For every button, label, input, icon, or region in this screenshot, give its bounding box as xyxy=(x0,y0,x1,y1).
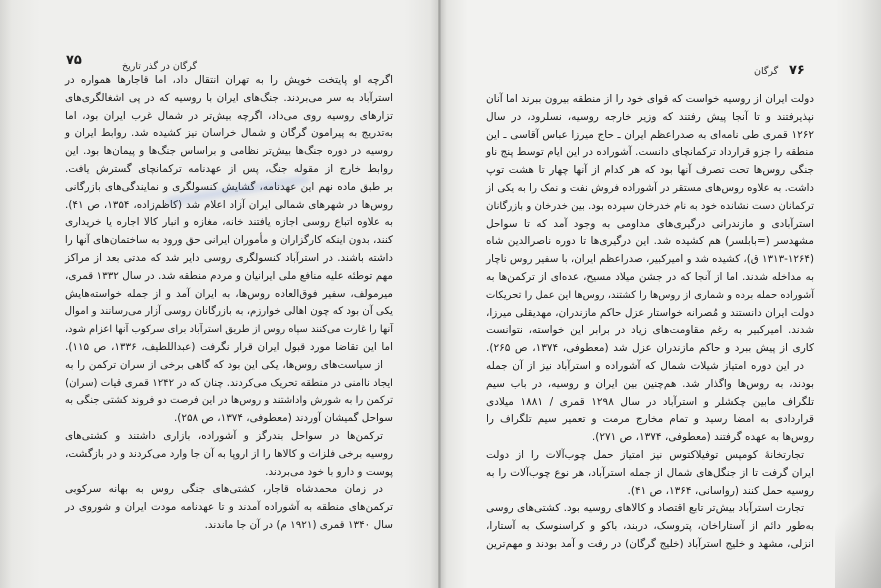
text-line xyxy=(486,305,814,323)
text-line xyxy=(486,483,814,501)
paragraph xyxy=(65,481,393,534)
text-line-content: اما این تقاضا مورد قبول ایران قرار نگرفت (عبداللطیف، ۱۳۳۶، ص ۱۱۵). xyxy=(65,340,393,353)
text-line-content: منطقه را جزو قرارداد ترکمانچای دانست. آشوراده در این ایام توسط پنج ناو xyxy=(486,146,814,159)
text-line xyxy=(486,518,814,536)
text-line xyxy=(486,322,814,340)
text-line xyxy=(65,428,393,446)
page-right xyxy=(440,0,881,588)
paragraph xyxy=(65,72,393,357)
text-line-content: آنها را غارت می‌کنند سپاه روس از طریق استرآباد برای سرکوب آنها اعزام شود، xyxy=(64,324,393,336)
text-line xyxy=(65,339,393,357)
text-line xyxy=(486,216,814,234)
text-line-content: روسیه حمل کنند (رواسانی، ۱۳۶۴، ص ۴۱). xyxy=(627,484,814,497)
running-title: گرگان در گذر تاریخ xyxy=(122,61,198,72)
page-left xyxy=(0,0,440,588)
text-line xyxy=(65,90,393,108)
text-line-content: ترکمن را به شورش واداشتند و روس‌ها در این فرصت دو فروند کشتی جنگی به xyxy=(64,395,393,407)
book-gutter xyxy=(438,0,441,588)
text-line-content: در این دوره امتیاز شیلات شمال که آشوراده و استرآباد نیز از آن جمله xyxy=(486,359,804,372)
text-line-content: به‌طور دائم از آستاراخان، پتروسک، دربند، باکو و کراسنوسک به آستارا، xyxy=(486,520,814,533)
text-line-content: از سیاست‌های روس‌ها، یکی این بود که گاهی برخی از سران ترکمن را به xyxy=(65,358,383,371)
text-line-content: روسیه برخی فلزات و کالاها را از اروپا به آن جا وارد می‌کردند و در بازگشت، xyxy=(65,447,393,460)
text-line xyxy=(486,233,814,251)
text-line xyxy=(65,499,393,517)
text-line xyxy=(65,72,393,90)
text-line-content: ایران گرفت تا از جنگل‌های شمال از جمله استرآباد، هر نوع چوب‌آلات را به xyxy=(486,466,814,479)
text-line-content: تجارتخانهٔ کومپس توفیلاکتوس نیز امتیاز حمل چوب‌آلات را از دولت xyxy=(486,448,804,461)
text-line-content: به علاوه اتباع روسی اجازه یافتند خانه، مغازه و انبار کالا اجاره یا خریداری xyxy=(65,216,393,229)
text-line xyxy=(486,500,814,518)
text-line xyxy=(486,536,814,554)
page-number: ۷۵ xyxy=(66,53,82,68)
text-line xyxy=(486,447,814,465)
text-line xyxy=(486,429,814,447)
text-line-content: مشهدسر (=بابلسر) هم کشیده شد. این درگیری‌ها تا دوره ناصرالدین شاه xyxy=(486,235,814,248)
text-line xyxy=(486,340,814,358)
text-line-content: تزارهای روسیه روی می‌داد، اگرچه بیش‌تر در شمال غرب ایران بود، اما xyxy=(65,109,393,122)
text-line-content: کنند، بدون اینکه کارگزاران و مأموران ایرانی حق ورود به ساختمان‌های آنها را xyxy=(64,234,393,247)
text-line xyxy=(65,481,393,499)
text-line-content: (۱۳۱۳-۱۲۶۴ ق)، کشیده شد و امیرکبیر، صدراعظم ایران، با سفیر روس ناچار xyxy=(486,253,814,266)
running-title: گرگان xyxy=(754,66,779,77)
text-line xyxy=(65,410,393,428)
text-line xyxy=(65,161,393,179)
text-line xyxy=(65,232,393,250)
text-line-content: مهم توطئه علیه منافع ملی ایرانیان و مردم منطقه شد. در سال ۱۳۳۲ قمری، xyxy=(64,269,393,282)
text-line-content: شدند. امیرکبیر به رغم مقاومت‌های زیاد در برابر این خواسته، نتوانست xyxy=(486,324,814,337)
text-line-content: سال ۱۳۴۰ قمری (۱۹۲۱ م) در آن جا ماندند. xyxy=(204,518,393,531)
text-line xyxy=(486,394,814,412)
text-line xyxy=(65,303,393,321)
text-line-content: اگرچه او پایتخت خویش را به تهران انتقال داد، اما قاجارها همواره در xyxy=(65,74,393,86)
text-line xyxy=(65,214,393,232)
text-line xyxy=(65,125,393,143)
text-line-content: به مداخله شدند. اما از آنجا که در جشن میلاد مسیح، عده‌ای از ترکمن‌ها به xyxy=(486,270,814,283)
text-line-content: ترکمن‌ها در سواحل بندرگز و آشوراده، بازاری داشتند و کشتی‌های xyxy=(65,429,383,442)
text-line xyxy=(65,321,393,339)
paragraph xyxy=(486,358,814,447)
text-line-content: انزلی، مشهد و خلیج استرآباد (خلیج گرگان) در رفت و آمد بودند و مهم‌ترین xyxy=(486,537,814,550)
page-corner-shadow xyxy=(835,478,881,588)
text-line xyxy=(486,198,814,216)
text-line xyxy=(486,162,814,180)
page-body xyxy=(486,91,814,554)
text-line xyxy=(486,109,814,127)
text-line xyxy=(65,357,393,375)
text-line xyxy=(486,127,814,145)
text-line xyxy=(65,250,393,268)
paragraph xyxy=(65,357,393,428)
text-line-content: استرآباد به سر می‌بردند. جنگ‌های ایران با روسیه که در پی اشغالگری‌های xyxy=(65,91,393,104)
text-line xyxy=(65,517,393,535)
text-line xyxy=(65,375,393,393)
text-line-content: روسیه در دوره جنگ‌ها بیش‌تر نظامی و براساس جنگ‌ها و پیمان‌ها بود. این xyxy=(65,145,393,158)
text-line-content: آشوراده حمله برده و شماری از روس‌ها را کشتند، روس‌ها این عمل را تحریکات xyxy=(485,289,814,301)
paragraph xyxy=(486,91,814,358)
text-line-content: نپذیرفتند و تا آنجا پیش رفتند که وزیر خارجه روسیه، نسلرود، در سال xyxy=(486,110,814,123)
text-line-content: روس‌ها به عهده گرفتند (معطوفی، ۱۳۷۴، ص ۲۷۱). xyxy=(591,431,814,444)
text-line-content: استرآبادی و مازندرانی درگیری‌های مداومی به وجود آمد که تا سواحل xyxy=(486,217,814,230)
text-line-content: ۱۲۶۲ قمری طی نامه‌ای به صدراعظم ایران ـ حاج میرزا عباس آقاسی ـ این xyxy=(486,128,814,141)
text-line-content: پوست و دارو با خود می‌بردند. xyxy=(265,465,393,478)
text-line-content: کاری از پیش ببرد و حاکم مازندران عزل شد (معطوفی، ۱۳۷۴، ص ۲۶۵). xyxy=(486,342,814,355)
paragraph xyxy=(486,500,814,553)
text-line xyxy=(486,411,814,429)
text-line-content: روس‌ها در شهرهای شمالی ایران آزاد اعلام شد (کاظم‌زاده، ۱۳۵۴، ص ۴۱). xyxy=(65,198,393,211)
text-line-content: ترکمانان دست نشانده خود به نام خدرخان سپرده بود. بین خدرخان و بازرگانان xyxy=(486,200,814,212)
text-line xyxy=(486,269,814,287)
text-line-content: روابط خارج از مقوله جنگ، پس از عهدنامه ترکمانچای گسترش یافت. xyxy=(65,162,393,175)
text-line-content: سواحل گمیشان آوردند (معطوفی، ۱۳۷۴، ص ۲۵۸). xyxy=(174,412,393,425)
text-line xyxy=(486,465,814,483)
text-line xyxy=(65,197,393,215)
text-line-content: ایجاد ناامنی در منطقه تحریک می‌کردند. چنان که در ۱۲۴۲ قمری قیات (سران) xyxy=(65,377,393,389)
text-line-content: میرمولف، سفیر فوق‌العاده روس‌ها، به ایران آمد و از جمله خواسته‌هایش xyxy=(65,287,393,300)
page-number: ۷۶ xyxy=(789,63,805,78)
text-line-content: در زمان محمدشاه قاجار، کشتی‌های جنگی روس به بهانه سرکوبی xyxy=(65,483,383,496)
text-line-content: جنگی روس‌ها تحت تصرف آنها بود که هر کدام از آنها چهار تا هشت توپ xyxy=(486,164,814,177)
text-line-content: داشته باشند. در استرآباد کنسولگری روسی دایر شد که مدتی بعد از مراکز xyxy=(65,251,393,264)
text-line xyxy=(65,143,393,161)
text-line xyxy=(486,144,814,162)
text-line xyxy=(486,358,814,376)
text-line xyxy=(486,251,814,269)
text-line-content: داشت. به علاوه روس‌های مستقر در آشوراده فروش نفت و نمک را به یکی از xyxy=(486,181,814,194)
text-line xyxy=(65,108,393,126)
text-line-content: یکی آن بود که چون اهالی خوارزم، به بازرگانان روسی آزار می‌رسانند و اموال xyxy=(64,305,393,318)
text-line-content: قراردادی به امضا رسید و تمام مخارج مرمت و تعمیر سیم تلگراف را xyxy=(486,413,814,426)
text-line-content: بر طبق ماده نهم این عهدنامه، گشایش کنسولگری و نمایندگی‌های بازرگانی xyxy=(65,180,393,193)
text-line-content: تلگراف مابین چکشلر و استرآباد در سال ۱۲۹۸ قمری / ۱۸۸۱ میلادی xyxy=(486,395,814,408)
text-line-content: ترکمن‌های منطقه به آشوراده آمدند و تا عهدنامه مودت ایران و شوروی در xyxy=(65,501,393,514)
text-line xyxy=(65,464,393,482)
text-line xyxy=(65,446,393,464)
text-line xyxy=(486,91,814,109)
paragraph xyxy=(486,447,814,500)
page-body xyxy=(65,72,393,535)
text-line xyxy=(486,287,814,305)
paragraph xyxy=(65,428,393,481)
text-line-content: دولت ایران از روسیه خواست که قوای خود را از منطقه بیرون ببرند اما آنان xyxy=(485,93,814,105)
text-line xyxy=(65,268,393,286)
text-line-content: دولت ایران دانستند و مُصرانه خواستار عزل حاکم مازندران، مهدیقلی میرزا، xyxy=(486,306,814,319)
text-line-content: بودند، به روس‌ها واگذار شد. هم‌چنین بین ایران و روسیه، در باب سیم xyxy=(486,377,814,390)
text-line-content: تجارت استرآباد بیش‌تر تابع اقتصاد و کالاهای روسیه بود. کشتی‌های روسی xyxy=(486,502,804,515)
text-line-content: به‌تدریج به پیرامون گرگان و شمال خراسان نیز کشیده شد. روابط ایران و xyxy=(65,127,393,140)
text-line xyxy=(486,376,814,394)
text-line xyxy=(65,392,393,410)
text-line xyxy=(65,286,393,304)
text-line xyxy=(486,180,814,198)
